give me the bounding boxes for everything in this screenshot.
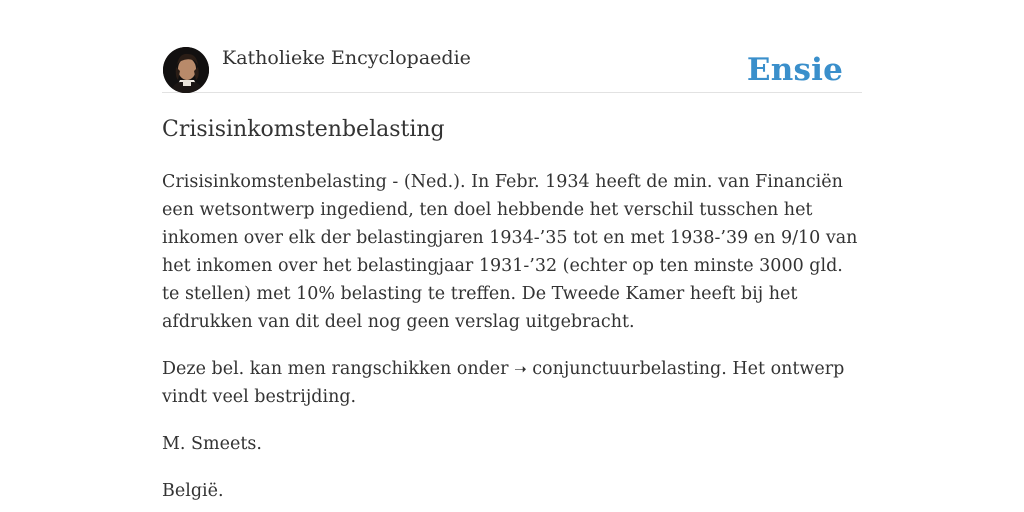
site-name-link[interactable]: Katholieke Encyclopaedie — [222, 47, 471, 69]
portrait-avatar-icon[interactable] — [163, 47, 209, 93]
author-signature: M. Smeets. — [162, 434, 262, 454]
region-label: België. — [162, 481, 224, 501]
article-paragraph-1: Crisisinkomstenbelasting - (Ned.). In Febr. 1934 heeft de min. van Financiën een wetsontwerp ingediend, ten doel hebbende het verschil tusschen het inkomen over elk der belastingjaren 1934-’35 tot en met 1938-’39 en 9/10 van het inkomen over het belastingjaar 1931-’32 (echter op ten minste 3000 gld. te stellen) met 10% belasting te treffen. De Tweede Kamer heeft bij het afdrukken van dit deel nog geen verslag uitgebracht. — [162, 172, 858, 332]
article-paragraph-2 — [162, 355, 862, 411]
portrait-avatar-image — [163, 47, 209, 93]
conjunctuurbelasting-link[interactable]: conjunctuurbelasting — [532, 359, 722, 379]
paragraph-2-text: Deze bel. kan men rangschikken onder — [162, 359, 509, 379]
brand-logo-link[interactable]: Ensie — [746, 52, 843, 88]
cross-reference-arrow-icon: ➝ — [514, 360, 527, 378]
site-header — [162, 46, 862, 93]
paragraph-2-tail: . Het ontwerp vindt veel bestrijding. — [162, 359, 845, 407]
page-title: Crisisinkomstenbelasting — [162, 117, 445, 142]
article-body — [162, 168, 862, 512]
